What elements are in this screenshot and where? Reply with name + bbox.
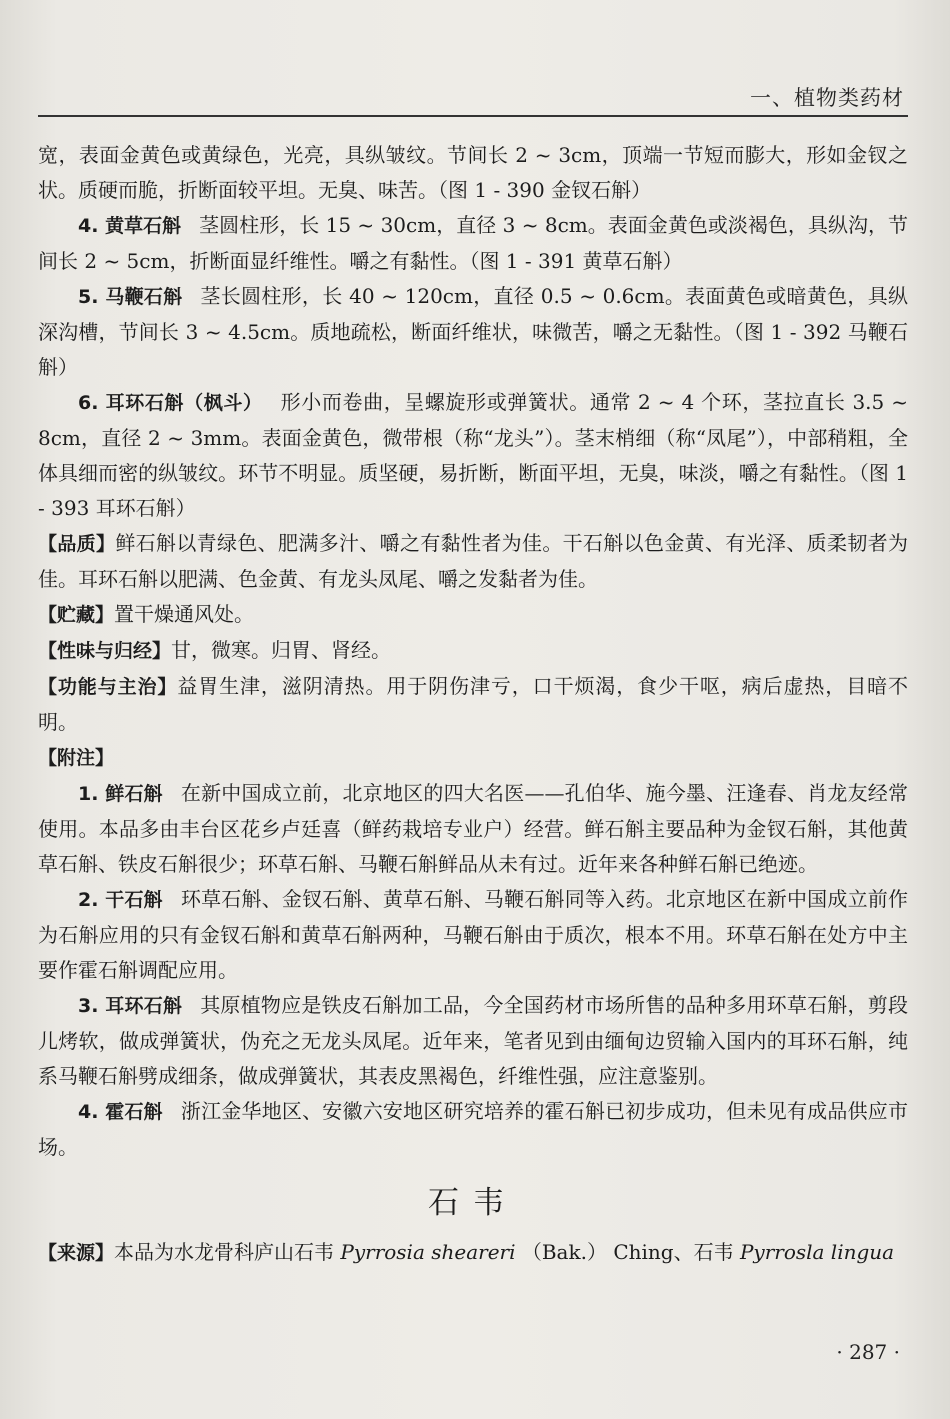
note-label: 3. 耳环石斛 xyxy=(78,995,183,1017)
note-4 xyxy=(38,1094,908,1165)
note-text: 浙江金华地区、安徽六安地区研究培养的霍石斛已初步成功，但未见有成品供应市场。 xyxy=(38,1099,908,1159)
section-label: 【性味与归经】 xyxy=(38,640,172,662)
page-number: · 287 · xyxy=(836,1340,900,1364)
paragraph-text: 宽，表面金黄色或黄绿色，光亮，具纵皱纹。节间长 2 ~ 3cm，顶端一节短而膨大，形如金钗之状。质硬而脆，折断面较平坦。无臭、味苦。（图 1 - 390 金钗石斛） xyxy=(38,143,908,202)
note-2 xyxy=(38,882,908,988)
running-title: 一、植物类药材 xyxy=(750,86,904,110)
quality-section xyxy=(38,526,908,597)
section-text: 益胃生津，滋阴清热。用于阴伤津亏，口干烦渴，食少干呕，病后虚热，目暗不明。 xyxy=(38,674,908,734)
source-section xyxy=(38,1235,908,1271)
body-text xyxy=(38,138,908,1271)
item-text: 茎圆柱形，长 15 ~ 30cm，直径 3 ~ 8cm。表面金黄色或淡褐色，具纵沟，节间长 2 ~ 5cm，折断面显纤维性。嚼之有黏性。（图 1 - 391 黄草石斛） xyxy=(38,213,908,273)
note-label: 4. 霍石斛 xyxy=(78,1101,163,1123)
section-text: 甘，微寒。归胃、肾经。 xyxy=(171,638,392,662)
note-text: 其原植物应是铁皮石斛加工品，今全国药材市场所售的品种多用环草石斛，剪段儿烤软，做成弹簧状，伪充之无龙头凤尾。近年来，笔者见到由缅甸边贸输入国内的耳环石斛，纯系马鞭石斛劈成细条，做成弹簧状，其表皮黑褐色，纤维性强，应注意鉴别。 xyxy=(38,993,908,1088)
note-label: 2. 干石斛 xyxy=(78,889,163,911)
section-label: 【来源】 xyxy=(38,1242,115,1264)
function-section xyxy=(38,669,908,740)
section-label: 【品质】 xyxy=(38,533,116,555)
paragraph-continued xyxy=(38,138,908,208)
section-text: 置干燥通风处。 xyxy=(114,602,255,626)
note-1 xyxy=(38,776,908,882)
item-huangcao xyxy=(38,208,908,279)
latin-name: Pyrrosia sheareri xyxy=(340,1240,516,1264)
section-label: 【贮藏】 xyxy=(38,604,115,626)
header-rule xyxy=(38,115,908,117)
section-label: 【附注】 xyxy=(38,747,115,769)
section-text: 鲜石斛以青绿色、肥满多汁、嚼之有黏性者为佳。干石斛以色金黄、有光泽、质柔韧者为佳。耳环石斛以肥满、色金黄、有龙头凤尾、嚼之发黏者为佳。 xyxy=(38,531,908,591)
section-title: 石韦 xyxy=(428,1185,518,1221)
source-text: （Bak.） Ching、石韦 xyxy=(521,1240,734,1264)
storage-section xyxy=(38,597,908,633)
note-text: 在新中国成立前，北京地区的四大名医——孔伯华、施今墨、汪逢春、肖龙友经常使用。本品多由丰台区花乡卢廷喜（鲜药栽培专业户）经营。鲜石斛主要品种为金钗石斛，其他黄草石斛、铁皮石斛很少；环草石斛、马鞭石斛鲜品从未有过。近年来各种鲜石斛已绝迹。 xyxy=(38,781,908,876)
notes-heading xyxy=(38,740,908,776)
nature-section xyxy=(38,633,908,669)
section-label: 【功能与主治】 xyxy=(38,676,178,698)
item-mabian xyxy=(38,279,908,385)
item-text: 形小而卷曲，呈螺旋形或弹簧状。通常 2 ~ 4 个环，茎拉直长 3.5 ~ 8cm，直径 2 ~ 3mm。表面金黄色，微带根（称“龙头”）。茎末梢细（称“凤尾”），中部稍粗，全体具细而密的纵皱纹。环节不明显。质坚硬，易折断，断面平坦，无臭，味淡，嚼之有黏性。（图 1 - 393 耳环石斛） xyxy=(38,390,908,520)
item-label: 5. 马鞭石斛 xyxy=(78,286,183,308)
item-label: 6. 耳环石斛（枫斗） xyxy=(78,392,263,414)
item-erhuan xyxy=(38,385,908,526)
item-text: 茎长圆柱形，长 40 ~ 120cm，直径 0.5 ~ 0.6cm。表面黄色或暗黄色，具纵深沟槽，节间长 3 ~ 4.5cm。质地疏松，断面纤维状，味微苦，嚼之无黏性。（图 1 - 392 马鞭石斛） xyxy=(38,284,908,379)
note-label: 1. 鲜石斛 xyxy=(78,783,163,805)
item-label: 4. 黄草石斛 xyxy=(78,215,182,237)
latin-name: Pyrrosla lingua xyxy=(739,1240,895,1264)
source-text: 本品为水龙骨科庐山石韦 xyxy=(114,1240,335,1264)
note-text: 环草石斛、金钗石斛、黄草石斛、马鞭石斛同等入药。北京地区在新中国成立前作为石斛应用的只有金钗石斛和黄草石斛两种，马鞭石斛由于质次，根本不用。环草石斛在处方中主要作霍石斛调配应用。 xyxy=(38,887,908,982)
note-3 xyxy=(38,988,908,1094)
